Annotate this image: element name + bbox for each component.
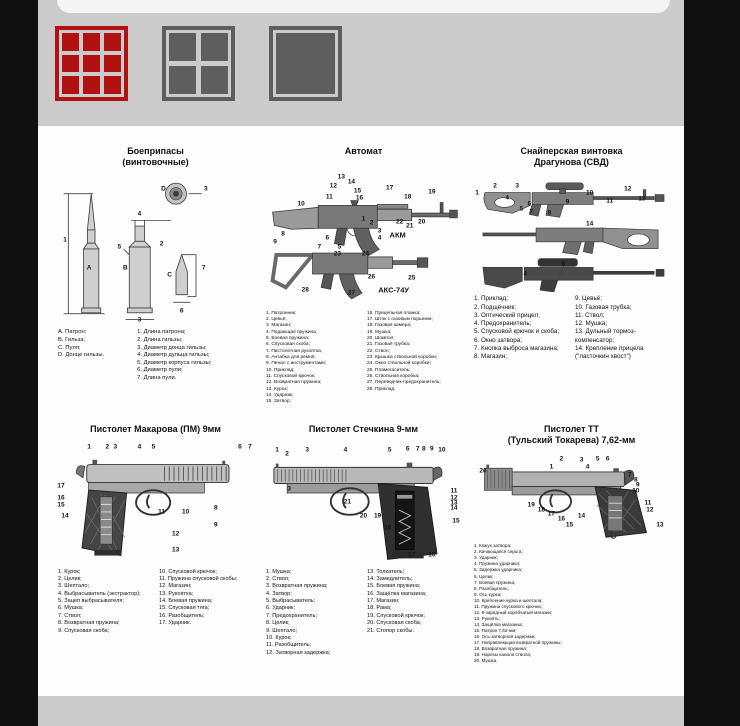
panel-aps <box>263 424 464 690</box>
callout-label: 27 <box>347 289 356 297</box>
legend-line: 19. Нарезы канала ствола; <box>474 652 532 658</box>
legend-line: 21. Стопор скобы. <box>367 627 414 634</box>
document-page <box>38 126 684 696</box>
legend <box>55 569 256 635</box>
legend-line: 5. Задержка ударника; <box>474 567 523 573</box>
legend-line: 8. Антабка для ремня; <box>266 354 316 360</box>
legend-line: 1. Патронник; <box>266 310 297 316</box>
callout-label: 8 <box>547 209 552 217</box>
panel-title-line1: Пистолет ТТ <box>544 424 599 434</box>
legend-line: 17. Ударник. <box>159 620 192 627</box>
legend-column <box>58 329 130 382</box>
callout-label: 5 <box>117 243 122 251</box>
legend-line: 12. Возвратная пружина; <box>266 380 322 386</box>
legend-line: 5. Боевая пружина; <box>266 335 310 341</box>
legend-line: 7. Ствол; <box>58 612 82 619</box>
legend-line: 9. Цевьё; <box>575 295 603 303</box>
callout-label: 8 <box>281 230 285 238</box>
legend-line: 20. Мушка. <box>474 658 498 664</box>
legend-line: 6. Спусковая скоба; <box>266 342 310 348</box>
legend-line: 2. Качающаяся серьга; <box>474 549 523 555</box>
callout-label: 9 <box>636 481 640 489</box>
legend-column <box>266 569 360 658</box>
callout-label: 9 <box>565 198 570 206</box>
legend-line: 8. Целик; <box>266 620 290 627</box>
callout-label: 21 <box>406 222 414 230</box>
legend-line: 3. Оптический прицел; <box>474 311 540 319</box>
panel-ammo <box>55 146 256 412</box>
callout-label: 9 <box>213 521 218 529</box>
legend-line: 16. Разобщитель; <box>159 612 205 619</box>
svd-diagram <box>471 170 672 292</box>
legend-line: 28. Приклад. <box>367 386 396 392</box>
legend-line: 7. Боевая пружина; <box>474 579 516 585</box>
callout-label: 3 <box>377 227 382 235</box>
callout-label: 16 <box>355 194 364 202</box>
aps-pistol-illustration <box>263 438 464 566</box>
legend-line: 13. Толкатель; <box>367 568 405 575</box>
callout-label: 16 <box>428 551 436 559</box>
legend-line: 6. Целик; <box>474 573 494 579</box>
callout-label: 6 <box>405 445 410 453</box>
legend-line: 10. Крепление курка и шептала; <box>474 597 543 603</box>
legend-line: 4. Диаметр дульца гильзы; <box>137 352 210 359</box>
legend-line: 2. Подщёчник; <box>474 303 517 311</box>
toolbar <box>38 0 684 126</box>
callout-label: 9 <box>430 445 434 453</box>
grid-2x2-icon <box>169 33 228 94</box>
callout-label: 3 <box>137 316 142 324</box>
svd-illustration <box>471 170 672 292</box>
tt-diagram <box>471 448 672 540</box>
callout-label: 13 <box>337 173 345 181</box>
legend-line: 11. Спусковой крючок; <box>266 373 316 379</box>
callout-label: 1 <box>475 189 479 197</box>
legend-line: 3. Возвратная пружина; <box>266 583 328 590</box>
legend-line: 3. Шептало; <box>58 583 90 590</box>
panel-title <box>263 146 464 157</box>
legend-line: 20. Шомпол; <box>367 335 395 341</box>
callout-label: 18 <box>383 524 392 532</box>
legend-line: 20. Спусковая скоба; <box>367 620 422 627</box>
legend-line: 14. Защёлка магазина; <box>474 622 523 628</box>
callout-label: 18 <box>404 193 412 201</box>
legend-line: 9. Пенал с инструментами; <box>266 361 327 367</box>
callout-label: 19 <box>428 188 436 196</box>
callout-label: 19 <box>527 501 535 509</box>
legend-line: 24. Окно ствольной коробки; <box>367 361 431 367</box>
callout-label: 2 <box>369 219 374 227</box>
legend-line: 16. Защёлка магазина; <box>367 590 427 597</box>
callout-label: 14 <box>585 220 594 228</box>
callout-label: 6 <box>605 455 610 463</box>
callout-label: 15 <box>452 517 460 525</box>
legend-line: 11. Ствол; <box>575 311 605 319</box>
callout-label: 3 <box>203 185 208 193</box>
legend-line: 17. Магазин; <box>367 598 400 605</box>
legend <box>471 543 672 664</box>
callout-label: C <box>167 271 172 279</box>
legend-line: 16. Прицельная планка; <box>367 310 421 316</box>
callout-label: 3 <box>579 456 584 464</box>
legend-line: 2. Цевьё; <box>266 316 287 322</box>
callout-label: 5 <box>337 243 342 251</box>
legend-column <box>575 295 669 361</box>
legend-line: 9. Ось курка; <box>474 591 502 597</box>
callout-label: 4 <box>137 443 142 451</box>
callout-label: 11 <box>644 499 652 507</box>
callout-label: 10 <box>585 189 594 197</box>
callout-label: 15 <box>353 187 362 195</box>
callout-label: АКС-74У <box>378 285 410 295</box>
legend-line: 4. Пружина ударника; <box>474 561 521 567</box>
legend-line: 6. Окно затвора; <box>474 336 523 344</box>
legend-line: 16. Ось затворной задержки; <box>474 634 536 640</box>
callout-label: 20 <box>359 512 368 520</box>
legend-line: 8. Магазин; <box>474 353 508 361</box>
callout-label: 6 <box>179 307 184 315</box>
legend-column <box>474 543 669 664</box>
callout-label: 10 <box>297 200 305 208</box>
legend-column <box>159 569 253 635</box>
panel-title <box>471 424 672 445</box>
callout-label: 3 <box>113 443 118 451</box>
callout-label: 6 <box>325 234 330 242</box>
legend-column <box>58 569 152 635</box>
callout-label: 2 <box>285 450 289 458</box>
legend-line: 13. Дульный тормоз-компенсатор; <box>575 328 636 344</box>
legend-line: 1. Кожух затвора; <box>474 543 512 549</box>
legend-column <box>266 311 360 406</box>
callout-label: 13 <box>450 499 458 507</box>
legend <box>55 329 256 382</box>
callout-label: 1 <box>549 463 554 471</box>
legend-line: 18. Газовая камера; <box>367 323 412 329</box>
legend-line: 6. Диаметр пули; <box>137 367 183 374</box>
callout-label: 21 <box>343 498 352 506</box>
legend-line: 12. Мушка; <box>575 320 608 328</box>
rifle-cartridge-illustration <box>55 170 256 326</box>
aps-diagram <box>263 438 464 566</box>
callout-label: 28 <box>301 286 309 294</box>
legend-line: 4. Подающая пружина; <box>266 329 318 335</box>
legend-line: A. Патрон; <box>58 329 87 336</box>
legend-line: 13. Курок; <box>266 386 288 392</box>
pm-diagram <box>55 438 256 566</box>
callout-label: 12 <box>624 185 632 193</box>
legend-line: 21. Газовая трубка; <box>367 342 411 348</box>
panel-title-line2: (Тульский Токарева) 7,62-мм <box>507 434 636 445</box>
callout-label: 17 <box>547 510 556 518</box>
callout-label: 16 <box>557 515 566 523</box>
callout-label: 5 <box>595 455 600 463</box>
legend-line: 5. Диаметр корпуса гильзы; <box>137 359 212 366</box>
callout-label: 24 <box>361 250 370 258</box>
grid-3x3-icon <box>62 33 121 94</box>
callout-label: 8 <box>634 476 638 484</box>
callout-label: 4 <box>585 463 590 471</box>
callout-label: 5 <box>519 205 524 213</box>
callout-label: 18 <box>537 506 545 514</box>
legend-column <box>367 569 461 658</box>
legend <box>263 311 464 406</box>
callout-label: 5 <box>151 443 156 451</box>
callout-label: 1 <box>87 443 91 451</box>
callout-label: 20 <box>418 218 426 226</box>
callout-label: 26 <box>367 273 376 281</box>
callout-label: 7 <box>627 471 632 479</box>
legend-line: 1. Приклад; <box>474 295 508 303</box>
legend-line: C. Пуля; <box>58 344 81 351</box>
callout-label: 1 <box>361 215 366 223</box>
callout-label: 17 <box>57 482 65 490</box>
callout-label: 4 <box>505 194 509 202</box>
callout-label: 23 <box>333 250 341 258</box>
callout-label: 3 <box>305 446 310 454</box>
akm-illustration <box>263 160 464 308</box>
callout-label: A <box>86 264 92 272</box>
legend-column <box>367 311 461 406</box>
callout-label: 11 <box>158 508 165 516</box>
legend-line: 1. Мушка; <box>266 568 292 575</box>
footer-strip <box>38 696 684 726</box>
callout-label: 13 <box>638 195 646 203</box>
callout-label: 4 <box>137 210 142 218</box>
legend-line: 11. Пружина спускового крючка; <box>474 603 543 609</box>
legend-line: 14. Боевая пружина; <box>159 598 213 605</box>
legend-line: 12. Магазин; <box>159 583 192 590</box>
legend-line: 9. Спусковая скоба; <box>58 627 110 634</box>
legend-line: 10. Приклад; <box>266 367 295 373</box>
content-column <box>38 0 684 726</box>
callout-label: 22 <box>396 218 404 226</box>
panel-title-line1: Боеприпасы <box>127 146 184 156</box>
legend-line: 10. Газовая трубка; <box>575 303 632 311</box>
legend-line: 5. Выбрасыватель; <box>266 598 316 605</box>
panel-title <box>471 146 672 167</box>
callout-label: 17 <box>386 184 394 192</box>
panel-pm <box>55 424 256 690</box>
callout-label: 13 <box>171 546 180 554</box>
legend-line: 18. Возвратная пружина; <box>474 646 528 652</box>
legend-line: 2. Целик; <box>58 575 82 582</box>
legend-line: 14. Ударник; <box>266 392 294 398</box>
callout-label: 13 <box>656 521 664 529</box>
callout-label: 12 <box>646 506 654 514</box>
legend-line: 15. Затвор; <box>266 399 291 405</box>
panel-avtomat <box>263 146 464 412</box>
legend-line: 5. Спусковой крючок и скоба; <box>474 328 560 336</box>
pm-pistol-illustration <box>55 438 256 566</box>
legend-line: 9. Шептало; <box>266 627 298 634</box>
legend-line: 7. Кнопка выброса магазина; <box>474 345 559 352</box>
pages-per-sheet-9-button[interactable] <box>55 26 128 101</box>
callout-label: 7 <box>529 208 534 216</box>
callout-label: 17 <box>408 551 416 559</box>
panel-title-line2: (винтовочные) <box>122 156 189 167</box>
callout-label: 14 <box>61 512 69 520</box>
panel-title <box>263 424 464 435</box>
panel-title <box>55 146 256 167</box>
legend-line: 13. Рукоять; <box>474 615 500 621</box>
callout-label: 2 <box>159 240 164 248</box>
callout-label: 20 <box>479 467 487 475</box>
legend-line: 3. Магазин; <box>266 323 292 329</box>
legend-line: 8. Возвратная пружина; <box>58 620 120 627</box>
panel-title-line1: Пистолет Макарова (ПМ) 9мм <box>90 424 221 434</box>
ammo-diagram <box>55 170 256 326</box>
callout-label: 11 <box>325 193 333 201</box>
callout-label: 7 <box>201 264 206 272</box>
legend-line: 3. Ударник; <box>474 555 498 561</box>
legend-line: B. Гильза; <box>58 336 86 343</box>
legend-line: 8. Разобщитель; <box>474 585 509 591</box>
callout-label: 25 <box>408 274 416 282</box>
panel-svd <box>471 146 672 412</box>
callout-label: 16 <box>57 494 65 502</box>
legend-line: 11. Разобщитель; <box>266 642 312 649</box>
callout-label: 14 <box>577 512 586 520</box>
callout-label: 9 <box>273 238 277 246</box>
legend-line: 13. Рукоятка; <box>159 590 194 597</box>
panel-title-line1: Пистолет Стечкина 9-мм <box>308 424 419 434</box>
legend-line: 2. Ствол; <box>266 575 290 582</box>
legend-line: 11. Пружина спусковой скобы; <box>159 575 238 582</box>
callout-label: 19 <box>373 512 382 520</box>
legend-column <box>474 295 568 361</box>
callout-label: 1 <box>63 236 67 244</box>
panel-tt <box>471 424 672 690</box>
legend-line: 26. Ствольная коробка; <box>367 373 420 379</box>
legend-line: 27. Переводчик-предохранитель; <box>367 380 441 386</box>
legend-line: 22. Ствол; <box>367 348 390 354</box>
callout-label: 8 <box>213 504 218 512</box>
layout-options-row <box>55 26 342 101</box>
callout-label: B <box>122 264 128 272</box>
callout-label: D <box>161 185 166 193</box>
legend-line: 19. Мушка; <box>367 329 392 335</box>
callout-label: 11 <box>450 487 458 495</box>
legend-line: 4. Затвор; <box>266 590 292 597</box>
legend-line: 19. Спусковой крючок; <box>367 612 425 619</box>
callout-label: 10 <box>632 487 640 495</box>
legend-line: 17. Направляющая возвратной пружины; <box>474 640 562 646</box>
callout-label: 14 <box>347 178 356 186</box>
callout-label: АКМ <box>389 230 406 240</box>
legend-line: 12. Затворная задержка; <box>266 649 331 656</box>
legend-line: 6. Ударник; <box>266 605 296 612</box>
callout-label: 2 <box>559 455 564 463</box>
callout-label: 12 <box>171 530 180 538</box>
legend-line: 4. Выбрасыватель (экстрактор); <box>58 590 141 597</box>
callout-label: 4 <box>523 270 528 278</box>
callout-label: 3 <box>287 485 291 493</box>
callout-label: 6 <box>238 443 242 451</box>
callout-label: 15 <box>565 521 574 529</box>
callout-label: 2 <box>105 443 110 451</box>
legend-line: 5. Зацеп выбрасывателя; <box>58 598 124 605</box>
callout-label: 1 <box>275 446 279 454</box>
legend-line: 17. Шток с газовым поршнем; <box>367 316 433 322</box>
callout-label: 4 <box>343 446 348 454</box>
callout-label: 11 <box>606 197 614 205</box>
legend-line: 15. Патрон 7,62-мм; <box>474 628 517 634</box>
legend-line: 14. Крепление прицела ("ласточкин хвост") <box>575 345 644 361</box>
callout-label: 15 <box>57 501 65 509</box>
legend <box>471 295 672 361</box>
avtomat-diagram <box>263 160 464 308</box>
callout-label: 6 <box>527 200 532 208</box>
legend-line: D. Донце гильзы. <box>58 352 105 359</box>
legend-line: 25. Пламегаситель; <box>367 367 411 373</box>
legend-line: 4. Предохранитель; <box>474 320 532 328</box>
callout-label: 6 <box>561 260 566 268</box>
callout-label: 7 <box>248 443 252 451</box>
legend-line: 3. Диаметр донца гильзы; <box>137 344 207 351</box>
callout-label: 3 <box>515 182 520 190</box>
legend-line: 1. Длина патрона; <box>137 329 186 336</box>
legend-line: 10. Спусковой крючок; <box>159 568 217 575</box>
single-page-icon <box>276 33 335 94</box>
panel-title-line2: Драгунова (СВД) <box>534 156 609 167</box>
pages-per-sheet-4-button[interactable] <box>162 26 235 101</box>
legend <box>263 569 464 658</box>
callout-label: 7 <box>317 243 322 251</box>
legend-line: 1. Курок; <box>58 568 81 575</box>
panel-title <box>55 424 256 435</box>
callout-label: 7 <box>415 445 420 453</box>
panel-title-line1: Автомат <box>344 146 383 156</box>
legend-line: 14. Замедлитель; <box>367 575 413 582</box>
legend-line: 7. Пистолетная рукоятка; <box>266 348 323 354</box>
callout-label: 12 <box>329 182 337 190</box>
legend-line: 15. Боевая пружина; <box>367 583 421 590</box>
legend-line: 15. Спусковая тяга; <box>159 605 210 612</box>
legend-line: 7. Предохранитель; <box>266 612 318 619</box>
callout-label: 10 <box>182 508 190 516</box>
legend-line: 10. Курок; <box>266 634 292 641</box>
callout-label: 14 <box>450 504 458 512</box>
legend-line: 2. Длина гильзы; <box>137 336 183 343</box>
legend-line: 12. 8-зарядный коробчатый магазин; <box>474 609 553 615</box>
callout-label: 4 <box>377 234 382 242</box>
legend-column <box>137 329 253 382</box>
address-bar[interactable] <box>57 0 670 13</box>
callout-label: 8 <box>421 445 426 453</box>
legend-line: 6. Мушка; <box>58 605 84 612</box>
callout-label: 10 <box>438 446 446 454</box>
callout-label: 5 <box>387 446 392 454</box>
legend-line: 18. Рама; <box>367 605 392 612</box>
panel-title-line1: Снайперская винтовка <box>520 146 623 156</box>
callout-label: 2 <box>493 182 497 190</box>
legend-line: 7. Длина пули. <box>137 375 177 382</box>
legend-line: 23. Крышка ствольной коробки; <box>367 354 438 360</box>
callout-label: 12 <box>450 494 458 502</box>
pages-per-sheet-1-button[interactable] <box>269 26 342 101</box>
